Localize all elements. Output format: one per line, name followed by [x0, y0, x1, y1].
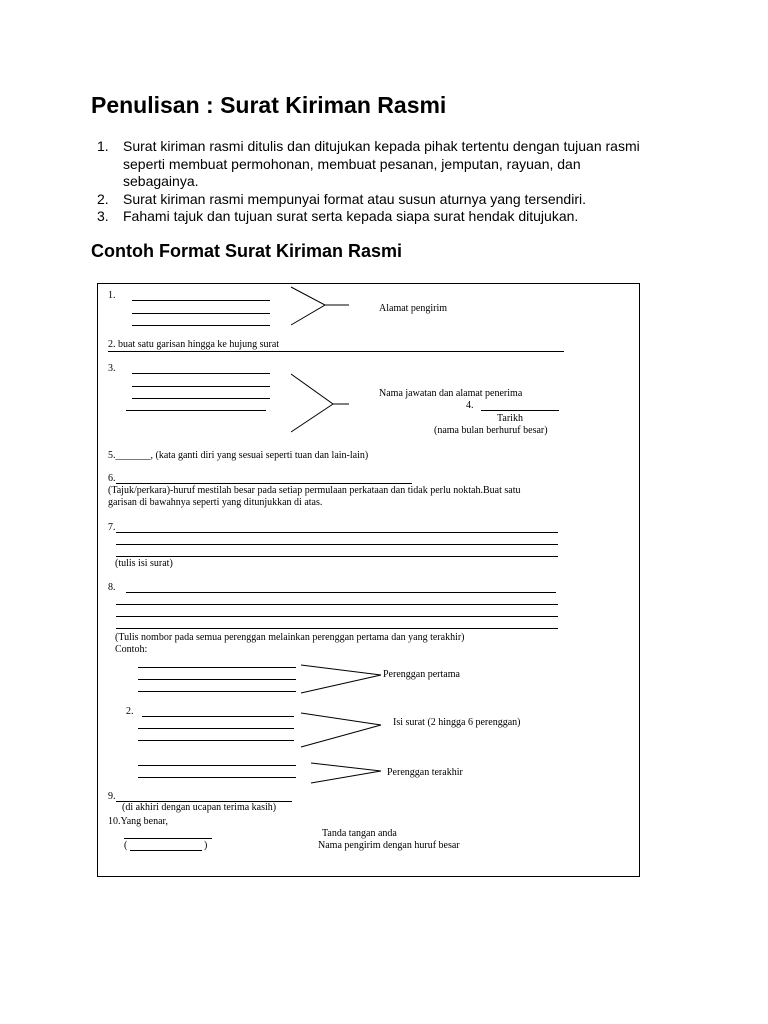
closing-note: (di akhiri dengan ucapan terima kasih) — [122, 802, 277, 813]
brace-arrow-icon — [301, 665, 383, 693]
paragraph-line — [138, 777, 296, 778]
paragraph-line — [138, 740, 294, 741]
date-label: Tarikh — [497, 413, 523, 424]
body-line — [116, 628, 558, 629]
address-line — [132, 398, 270, 399]
list-number: 1. — [97, 138, 109, 154]
body-paragraph-label: Isi surat (2 hingga 6 perenggan) — [393, 717, 521, 728]
paragraph-line — [138, 679, 296, 680]
list-number: 2. — [97, 190, 109, 207]
item-5-salutation: 5._______, (kata ganti diri yang sesuai seperti tuan dan lain-lain) — [108, 450, 369, 461]
item-2-instruction: 2. buat satu garisan hingga ke hujung surat — [108, 339, 280, 350]
paragraph-line — [138, 765, 296, 766]
name-bracket-close: ) — [204, 840, 208, 851]
address-line — [132, 313, 270, 314]
title-instruction: (Tajuk/perkara)-huruf mestilah besar pada setiap permulaan perkataan dan tidak perlu noktah.Buat satu — [108, 485, 521, 496]
brace-arrow-icon — [291, 287, 351, 327]
sender-address-label: Alamat pengirim — [379, 303, 448, 314]
item-number-3: 3. — [108, 363, 116, 374]
list-item — [91, 208, 651, 226]
list-text: Surat kiriman rasmi mempunyai format atau susun aturnya yang tersendiri. — [123, 190, 586, 207]
address-line — [132, 386, 270, 387]
paragraph-line — [138, 667, 296, 668]
last-paragraph-label: Perenggan terakhir — [387, 767, 463, 778]
example-label: Contoh: — [115, 644, 148, 655]
full-width-line — [108, 351, 564, 352]
item-number-9: 9. — [108, 791, 116, 802]
brace-arrow-icon — [311, 763, 383, 785]
page-title: Penulisan : Surat Kiriman Rasmi — [91, 92, 447, 118]
title-line — [116, 483, 412, 484]
paragraph-line — [138, 728, 294, 729]
recipient-label: Nama jawatan dan alamat penerima — [379, 388, 523, 399]
intro-list — [91, 138, 651, 226]
signature-label: Tanda tangan anda — [322, 828, 397, 839]
item-number-7: 7. — [108, 522, 116, 533]
body-line — [126, 592, 556, 593]
brace-arrow-icon — [291, 374, 351, 432]
letter-format-box — [97, 283, 640, 877]
body-note: (tulis isi surat) — [115, 558, 173, 569]
title-instruction: garisan di bawahnya seperti yang ditunjukkan di atas. — [108, 497, 323, 508]
list-number: 3. — [97, 208, 109, 224]
name-line — [130, 850, 202, 851]
sender-name-label: Nama pengirim dengan huruf besar — [318, 840, 460, 851]
item-number-8: 8. — [108, 582, 116, 593]
body-line — [116, 616, 558, 617]
month-note: (nama bulan berhuruf besar) — [434, 425, 548, 436]
list-text: Surat kiriman rasmi ditulis dan ditujukan kepada pihak tertentu dengan tujuan rasmi seperti membuat permohonan, membuat pesanan, jemputan, rayuan, dan sebagainya. — [123, 138, 640, 189]
paragraph-number-2: 2. — [126, 706, 134, 717]
list-text: Fahami tajuk dan tujuan surat serta kepada siapa surat hendak ditujukan. — [123, 208, 579, 224]
item-number-1: 1. — [108, 290, 116, 301]
address-line — [132, 300, 270, 301]
body-line — [116, 544, 558, 545]
paragraph-line — [138, 691, 296, 692]
body-line — [116, 604, 558, 605]
address-line — [126, 410, 266, 411]
brace-arrow-icon — [301, 713, 383, 747]
numbering-note: (Tulis nombor pada semua perenggan melainkan perenggan pertama dan yang terakhir) — [115, 632, 465, 643]
item-number-4: 4. — [466, 400, 474, 411]
section-title: Contoh Format Surat Kiriman Rasmi — [91, 241, 403, 261]
address-line — [132, 325, 270, 326]
signature-line — [124, 838, 212, 839]
item-10-signoff: 10.Yang benar, — [108, 816, 168, 827]
date-line — [481, 410, 559, 411]
list-item — [91, 191, 651, 209]
list-item — [91, 138, 651, 191]
item-number-6: 6. — [108, 473, 116, 484]
first-paragraph-label: Perenggan pertama — [383, 669, 460, 680]
body-line — [116, 556, 558, 557]
name-bracket-open: ( — [124, 840, 128, 851]
address-line — [132, 373, 270, 374]
body-line — [116, 532, 558, 533]
paragraph-line — [142, 716, 294, 717]
